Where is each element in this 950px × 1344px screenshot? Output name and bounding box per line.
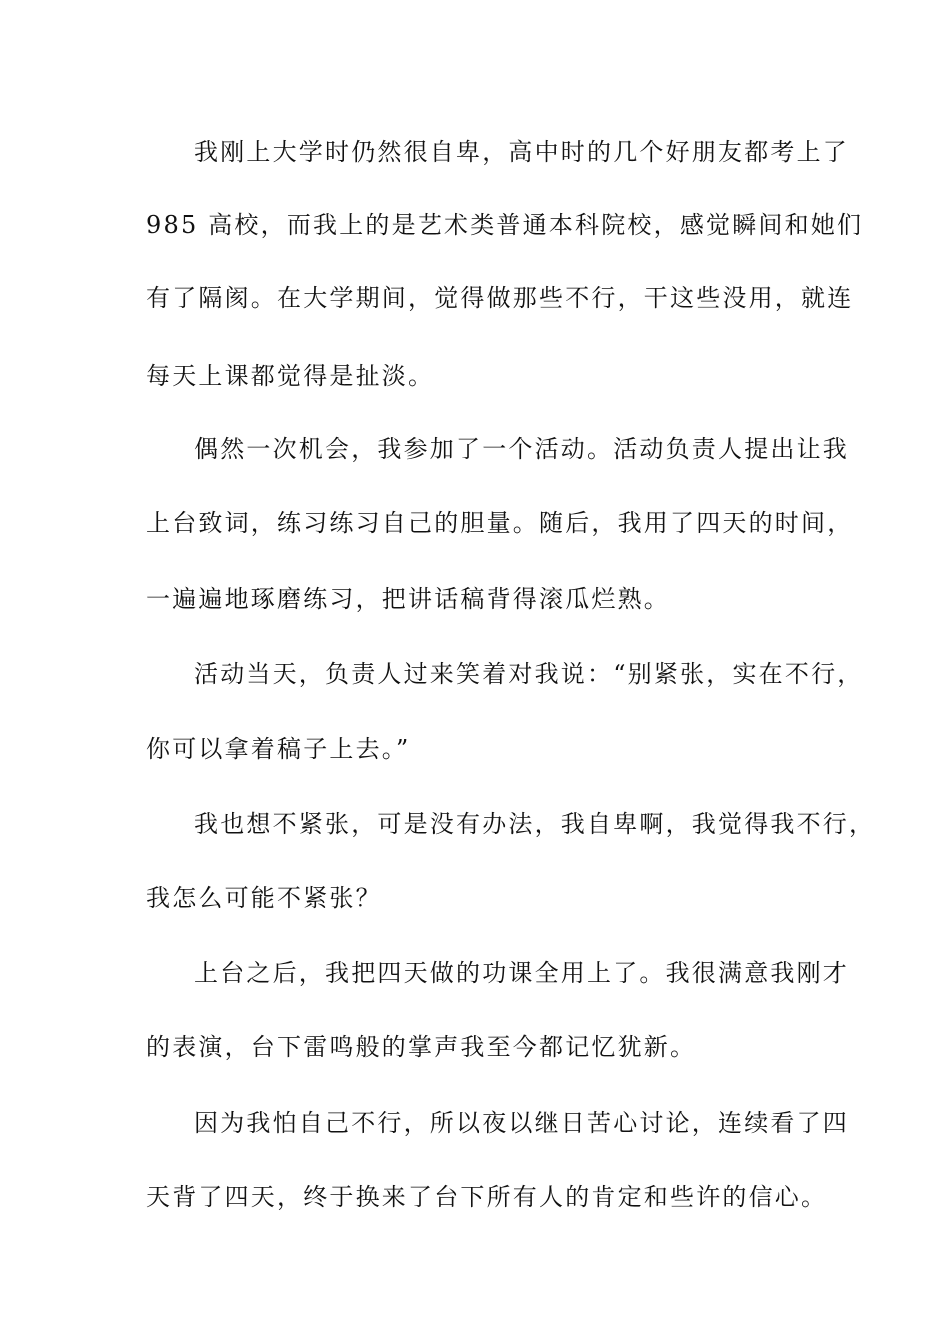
paragraph-2-line-3: 一遍遍地琢磨练习，把讲话稿背得滚瓜烂熟。 <box>146 585 670 613</box>
paragraph-1-line-3: 有了隔阂。在大学期间，觉得做那些不行，干这些没用，就连 <box>146 284 854 312</box>
paragraph-2-line-1: 偶然一次机会，我参加了一个活动。活动负责人提出让我 <box>194 435 849 463</box>
paragraph-2-line-2: 上台致词，练习练习自己的胆量。随后，我用了四天的时间， <box>146 509 854 537</box>
paragraph-6-line-2: 天背了四天，终于换来了台下所有人的肯定和些许的信心。 <box>146 1183 828 1211</box>
paragraph-4-line-2: 我怎么可能不紧张？ <box>146 884 382 912</box>
paragraph-5-line-2: 的表演，台下雷鸣般的掌声我至今都记忆犹新。 <box>146 1033 697 1061</box>
paragraph-4-line-1: 我也想不紧张，可是没有办法，我自卑啊，我觉得我不行， <box>194 810 876 838</box>
paragraph-6-line-1: 因为我怕自己不行，所以夜以继日苦心讨论，连续看了四 <box>194 1109 849 1137</box>
paragraph-3-line-1: 活动当天，负责人过来笑着对我说：“别紧张，实在不行， <box>194 660 864 688</box>
paragraph-1-line-1: 我刚上大学时仍然很自卑，高中时的几个好朋友都考上了 <box>194 138 849 166</box>
paragraph-5-line-1: 上台之后，我把四天做的功课全用上了。我很满意我刚才 <box>194 959 849 987</box>
paragraph-3-line-2: 你可以拿着稿子上去。” <box>146 735 411 763</box>
paragraph-1-line-2: 985 高校，而我上的是艺术类普通本科院校，感觉瞬间和她们 <box>146 211 864 239</box>
paragraph-1-line-4: 每天上课都觉得是扯淡。 <box>146 362 435 390</box>
